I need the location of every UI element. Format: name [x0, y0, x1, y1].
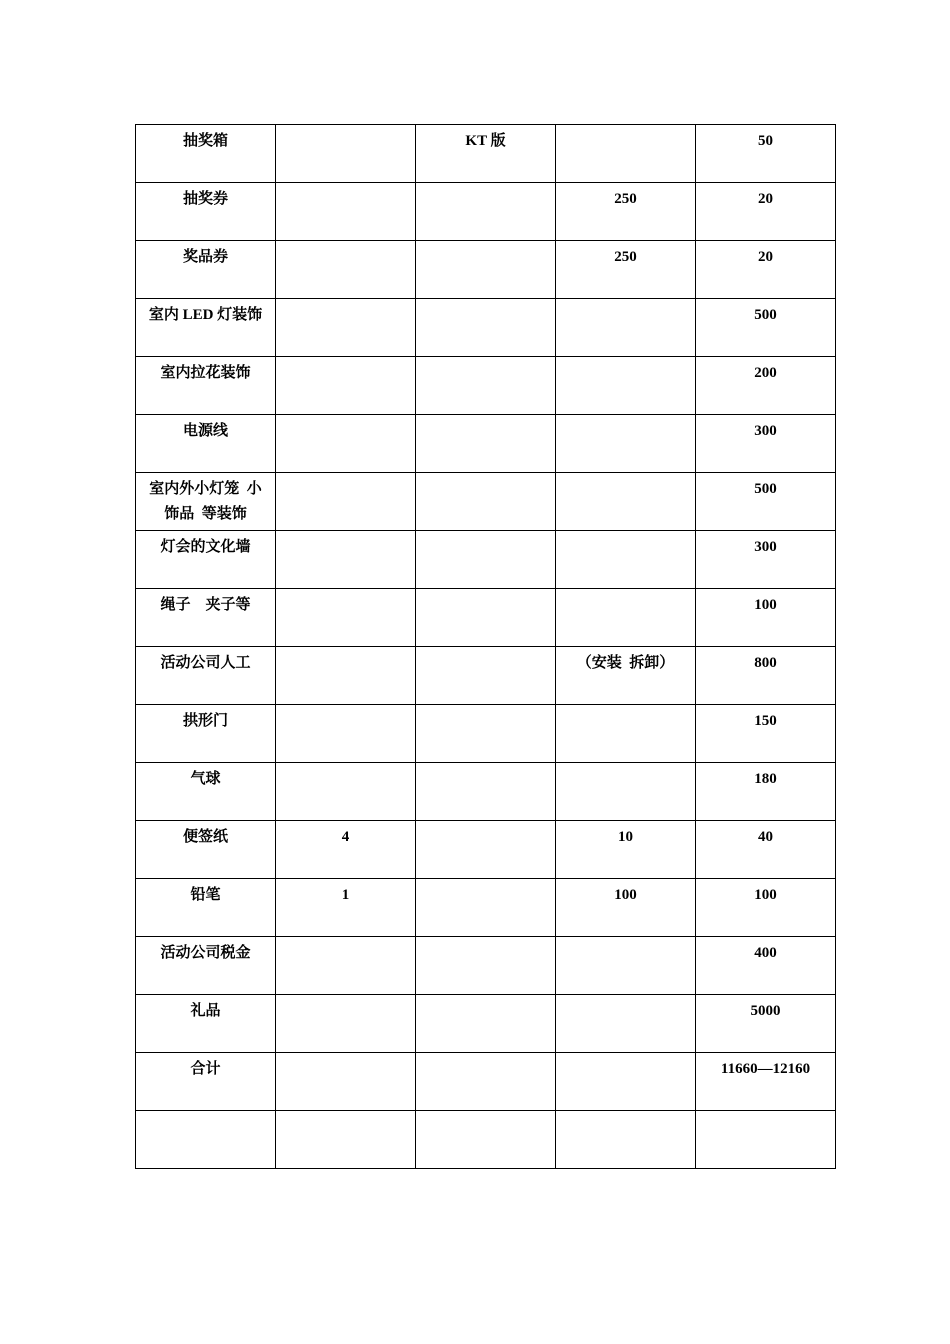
table-cell: 500	[696, 473, 836, 531]
table-cell: 室内拉花装饰	[136, 357, 276, 415]
table-cell	[556, 1053, 696, 1111]
table-cell: 便签纸	[136, 821, 276, 879]
table-cell	[276, 241, 416, 299]
table-cell: 抽奖券	[136, 183, 276, 241]
table-cell	[556, 531, 696, 589]
table-cell	[416, 937, 556, 995]
table-cell	[416, 183, 556, 241]
table-row	[136, 1111, 836, 1169]
table-cell: 室内外小灯笼 小饰品 等装饰	[136, 473, 276, 531]
table-row	[136, 879, 836, 937]
table-cell	[416, 1111, 556, 1169]
table-cell	[416, 1053, 556, 1111]
table-row	[136, 937, 836, 995]
table-cell: 抽奖箱	[136, 125, 276, 183]
table-cell: 180	[696, 763, 836, 821]
table-cell	[416, 763, 556, 821]
table-cell: 100	[696, 879, 836, 937]
table-row	[136, 357, 836, 415]
table-row	[136, 589, 836, 647]
table-row	[136, 241, 836, 299]
table-cell: 礼品	[136, 995, 276, 1053]
table-cell	[416, 821, 556, 879]
table-cell: 100	[696, 589, 836, 647]
table-cell	[556, 1111, 696, 1169]
table-cell	[416, 299, 556, 357]
table-cell: KT 版	[416, 125, 556, 183]
table-cell	[416, 241, 556, 299]
table-cell: 400	[696, 937, 836, 995]
table-cell: 250	[556, 183, 696, 241]
table-cell: 150	[696, 705, 836, 763]
table-cell	[416, 879, 556, 937]
table-cell: 500	[696, 299, 836, 357]
table-cell: 40	[696, 821, 836, 879]
table-cell: 50	[696, 125, 836, 183]
table-cell	[416, 357, 556, 415]
table-cell	[416, 647, 556, 705]
table-cell	[276, 1111, 416, 1169]
table-cell: 11660—12160	[696, 1053, 836, 1111]
table-row	[136, 531, 836, 589]
table-cell: 100	[556, 879, 696, 937]
table-cell	[556, 995, 696, 1053]
table-row	[136, 647, 836, 705]
table-cell	[276, 125, 416, 183]
table-cell	[556, 125, 696, 183]
table-cell: 铅笔	[136, 879, 276, 937]
table-cell	[276, 473, 416, 531]
table-row	[136, 1053, 836, 1111]
table-cell	[416, 589, 556, 647]
table-cell	[276, 937, 416, 995]
table-cell: 活动公司人工	[136, 647, 276, 705]
table-row	[136, 995, 836, 1053]
table-cell	[276, 995, 416, 1053]
table-cell: 250	[556, 241, 696, 299]
table-cell: 气球	[136, 763, 276, 821]
table-cell: 20	[696, 183, 836, 241]
table-cell: 20	[696, 241, 836, 299]
table-cell	[276, 415, 416, 473]
table-cell	[556, 937, 696, 995]
table-cell	[416, 473, 556, 531]
table-cell: 5000	[696, 995, 836, 1053]
table-cell	[276, 1053, 416, 1111]
table-cell: 奖品券	[136, 241, 276, 299]
table-row	[136, 705, 836, 763]
table-cell	[276, 763, 416, 821]
table-cell	[416, 995, 556, 1053]
table-cell: 拱形门	[136, 705, 276, 763]
table-cell: 200	[696, 357, 836, 415]
table-cell	[556, 589, 696, 647]
budget-table	[135, 124, 836, 1169]
table-cell: 1	[276, 879, 416, 937]
table-cell: 绳子 夹子等	[136, 589, 276, 647]
table-row	[136, 415, 836, 473]
table-row	[136, 125, 836, 183]
table-row	[136, 299, 836, 357]
table-cell	[136, 1111, 276, 1169]
table-row	[136, 821, 836, 879]
table-cell	[556, 299, 696, 357]
table-cell: （安装 拆卸）	[556, 647, 696, 705]
table-cell	[556, 357, 696, 415]
table-cell: 室内 LED 灯装饰	[136, 299, 276, 357]
table-cell	[556, 705, 696, 763]
table-cell	[276, 183, 416, 241]
table-cell	[556, 763, 696, 821]
table-cell: 灯会的文化墙	[136, 531, 276, 589]
table-cell	[416, 415, 556, 473]
table-cell	[696, 1111, 836, 1169]
table-cell	[276, 357, 416, 415]
table-cell: 800	[696, 647, 836, 705]
table-cell	[276, 531, 416, 589]
table-cell	[556, 415, 696, 473]
budget-table-body	[136, 125, 836, 1169]
table-cell: 电源线	[136, 415, 276, 473]
table-row	[136, 473, 836, 531]
table-cell	[276, 647, 416, 705]
table-cell: 4	[276, 821, 416, 879]
table-cell	[416, 705, 556, 763]
table-cell	[556, 473, 696, 531]
table-row	[136, 763, 836, 821]
table-cell: 10	[556, 821, 696, 879]
table-cell	[416, 531, 556, 589]
table-cell: 活动公司税金	[136, 937, 276, 995]
table-cell	[276, 299, 416, 357]
table-cell: 300	[696, 415, 836, 473]
table-row	[136, 183, 836, 241]
table-cell	[276, 589, 416, 647]
table-cell: 合计	[136, 1053, 276, 1111]
table-cell	[276, 705, 416, 763]
table-cell: 300	[696, 531, 836, 589]
